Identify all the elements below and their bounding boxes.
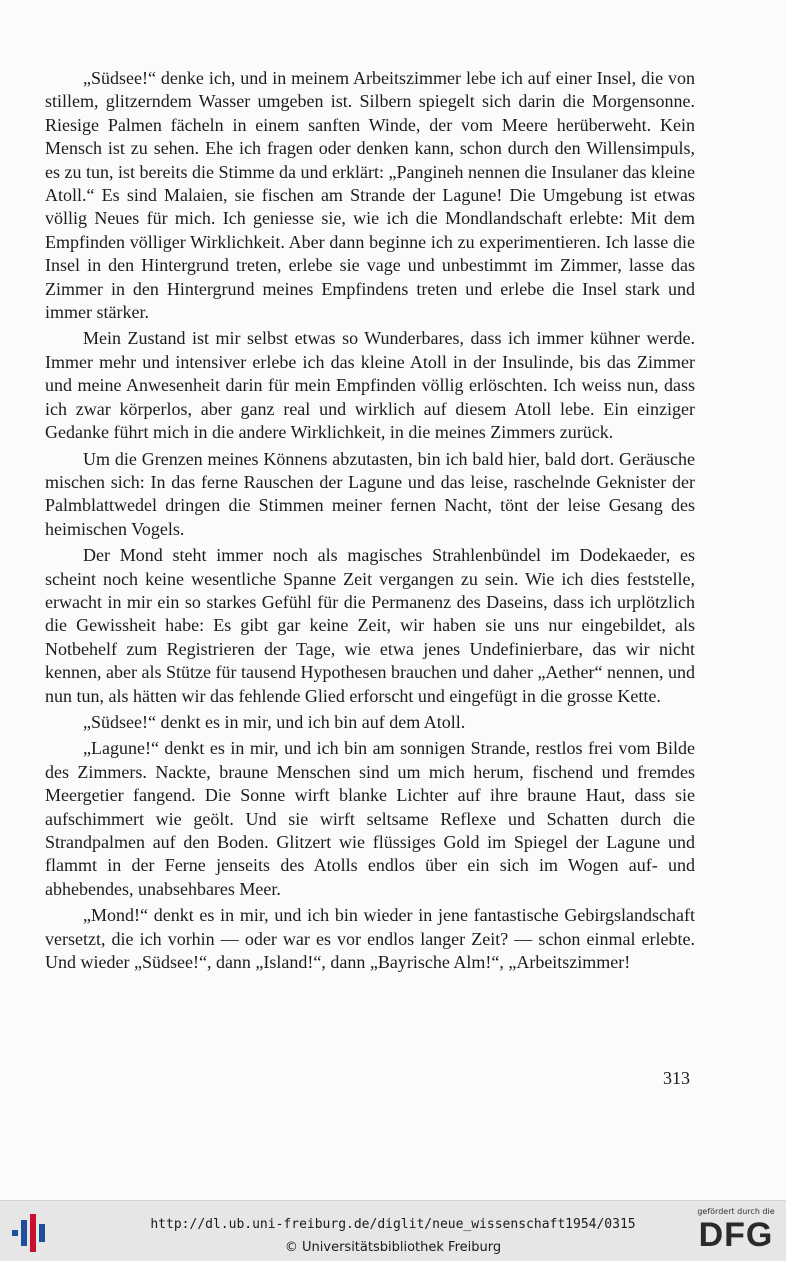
paragraph: „Lagune!“ denkt es in mir, und ich bin am sonnigen Strande, restlos frei vom Bilde des Zimmers. Nackte, braune Menschen sind um mich herum, fischend und fremdes Meergetier fangend. Die Sonne wirft blanke Lichter auf ihre braune Haut, dass sie aufschimmert wie geölt. Und sie wirft seltsame Reflexe und Schatten durch die Strandpalmen auf den Boden. Glitzert wie flüssiges Gold im Spiegel der Lagune und flammt in der Ferne jenseits des Atolls endlos über ein sich im Wogen auf- und abhebendes, unabsehbares Meer. [45, 738, 695, 899]
dfg-mark: DFG [698, 1216, 774, 1254]
paragraph: „Südsee!“ denkt es in mir, und ich bin auf dem Atoll. [83, 711, 466, 732]
copyright-notice: © Universitätsbibliothek Freiburg [284, 1240, 502, 1255]
paragraph: „Südsee!“ denke ich, und in meinem Arbeitszimmer lebe ich auf einer Insel, die von stillem, glitzerndem Wasser umgeben ist. Silbern spiegelt sich darin die Morgensonne. Riesige Palmen fächeln in einem sanften Winde, der vom Meere herüberweht. Kein Mensch ist zu sehen. Ehe ich fragen oder denken kann, schon durch den Willensimpuls, es zu tun, ist bereits die Stimme da und erklärt: „Pangineh nennen die Insulaner das kleine Atoll.“ Es sind Malaien, sie fischen am Strande der Lagune! Die Umgebung ist etwas völlig Neues für mich. Ich geniesse sie, wie ich die Mondlandschaft erlebte: Mit dem Empfinden völliger Wirklichkeit. Aber dann beginne ich zu experimentieren. Ich lasse die Insel in den Hintergrund treten, erlebe sie vage und unbestimmt im Zimmer, lasse das Zimmer in den Hintergrund meines Empfindens treten und erlebe die Insel stark und immer stärker. [45, 68, 695, 323]
paragraph: Der Mond steht immer noch als magisches Strahlenbündel im Dodekaeder, es scheint noch keine wesentliche Spanne Zeit vergangen zu sein. Wie ich dies feststelle, erwacht in mir ein so starkes Gefühl für die Permanenz des Daseins, dass ich urplötzlich die Gewissheit habe: Es gibt gar keine Zeit, wir haben sie uns nur eingebildet, als Notbehelf zum Registrieren der Tage, wie etwa jenes Undefinierbare, das wir nicht kennen, aber als Stütze für tausend Hypothesen brauchen und daher „Aether“ nennen, und nun tun, als hätten wir das fehlende Glied erforscht und eingefügt in die grosse Kette. [45, 545, 695, 706]
paragraph: Mein Zustand ist mir selbst etwas so Wunderbares, dass ich immer kühner werde. Immer mehr und intensiver erlebe ich das kleine Atoll in der Insulinde, bis das Zimmer und meine Anwesenheit darin für mein Empfinden völlig erlöschten. Ich weiss nun, dass ich zwar körperlos, aber ganz real und wirklich auf diesem Atoll lebe. Ein einziger Gedanke führt mich in die andere Wirklichkeit, in die meines Zimmers zurück. [45, 328, 695, 443]
page-body [45, 67, 695, 977]
paragraph: „Mond!“ denkt es in mir, und ich bin wieder in jene fantastische Gebirgslandschaft versetzt, die ich vorhin — oder war es vor endlos langer Zeit? — schon einmal erlebte. Und wieder „Südsee!“, dann „Island!“, dann „Bayrische Alm!“, „Arbeitszimmer! [45, 905, 695, 973]
source-url-link[interactable]: http://dl.ub.uni-freiburg.de/diglit/neue_wissenschaft1954/0315 [150, 1217, 636, 1232]
dfg-logo[interactable] [692, 1207, 780, 1257]
dfg-caption: gefördert durch die [697, 1207, 775, 1216]
footer-bar [0, 1200, 786, 1261]
paragraph: Um die Grenzen meines Könnens abzutasten, bin ich bald hier, bald dort. Geräusche mischen sich: In das ferne Rauschen der Lagune und das leise, raschelnde Geknister der Palmblattwedel dringen die Stimmen meiner fernen Nacht, tönt der leise Gesang des heimischen Vogels. [45, 448, 695, 539]
page-number: 313 [663, 1068, 690, 1088]
